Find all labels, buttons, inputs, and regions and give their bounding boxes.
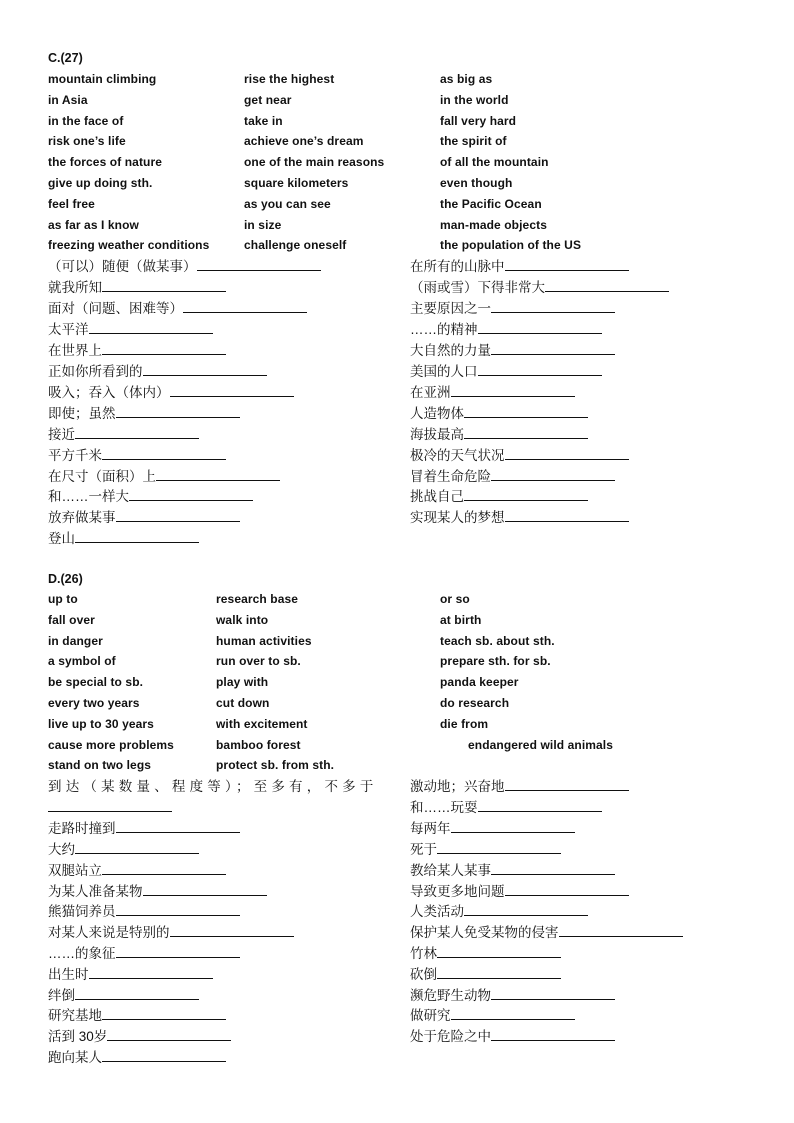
translation-item <box>48 841 199 859</box>
cn-prompt: 美国的人口 <box>410 364 478 379</box>
translation-item <box>48 342 226 360</box>
translation-item <box>410 509 629 527</box>
cn-prompt: 走路时撞到 <box>48 821 116 836</box>
cn-prompt: 出生时 <box>48 967 89 982</box>
translation-item <box>410 883 629 901</box>
translation-item <box>410 841 561 859</box>
phrase-item: as far as I know <box>48 218 139 232</box>
translation-item <box>410 862 615 880</box>
answer-blank[interactable] <box>102 862 226 875</box>
cn-prompt: 大约 <box>48 842 75 857</box>
answer-blank[interactable] <box>478 321 602 334</box>
answer-blank[interactable] <box>437 945 561 958</box>
section-c-title: C.(27) <box>48 51 83 65</box>
translation-item <box>410 300 615 318</box>
answer-blank[interactable] <box>75 987 199 1000</box>
cn-prompt: 熊猫饲养员 <box>48 904 116 919</box>
cn-prompt: 在尺寸（面积）上 <box>48 469 156 484</box>
cn-prompt: 接近 <box>48 427 75 442</box>
translation-item <box>48 321 213 339</box>
answer-blank[interactable] <box>170 384 294 397</box>
translation-item <box>410 447 629 465</box>
answer-blank[interactable] <box>129 488 253 501</box>
answer-blank[interactable] <box>545 279 669 292</box>
answer-blank[interactable] <box>491 987 615 1000</box>
translation-item <box>410 279 669 297</box>
phrase-item: in danger <box>48 634 103 648</box>
answer-blank[interactable] <box>491 1028 615 1041</box>
cn-prompt: 吸入；吞入（体内） <box>48 385 170 400</box>
phrase-item: every two years <box>48 696 140 710</box>
cn-prompt: 人类活动 <box>410 904 464 919</box>
phrase-item: bamboo forest <box>216 738 301 752</box>
phrase-item: the forces of nature <box>48 155 163 169</box>
phrase-item: cause more problems <box>48 738 174 752</box>
cn-prompt: （可以）随便（做某事） <box>48 259 197 274</box>
phrase-item: as big as <box>440 72 493 86</box>
translation-item <box>410 820 575 838</box>
translation-item <box>48 468 280 486</box>
cn-prompt: 教给某人某事 <box>410 863 491 878</box>
phrase-item: in size <box>244 218 282 232</box>
answer-blank[interactable] <box>505 509 629 522</box>
phrase-item: get near <box>244 93 292 107</box>
translation-item <box>410 258 629 276</box>
translation-item <box>410 1007 575 1025</box>
answer-blank[interactable] <box>505 883 629 896</box>
translation-item <box>410 363 602 381</box>
phrase-item: feel free <box>48 197 95 211</box>
phrase-item: or so <box>440 592 470 606</box>
phrase-item: die from <box>440 717 489 731</box>
phrase-item: at birth <box>440 613 482 627</box>
cn-prompt: 在所有的山脉中 <box>410 259 505 274</box>
cn-prompt: 跑向某人 <box>48 1050 102 1065</box>
translation-item <box>48 509 240 527</box>
answer-blank[interactable] <box>102 1007 226 1020</box>
cn-prompt: 对某人来说是特别的 <box>48 925 170 940</box>
cn-prompt: 挑战自己 <box>410 489 464 504</box>
translation-item <box>410 426 588 444</box>
cn-prompt: （雨或雪）下得非常大 <box>410 280 545 295</box>
answer-blank[interactable] <box>464 405 588 418</box>
cn-prompt: 即使；虽然 <box>48 406 116 421</box>
phrase-item: play with <box>216 675 269 689</box>
answer-blank[interactable] <box>102 342 226 355</box>
translation-item <box>48 405 240 423</box>
cn-prompt: 和……一样大 <box>48 489 129 504</box>
cn-prompt: 主要原因之一 <box>410 301 491 316</box>
phrase-item: freezing weather conditions <box>48 238 210 252</box>
answer-blank[interactable] <box>559 924 683 937</box>
translation-item <box>48 883 267 901</box>
phrase-item: run over to sb. <box>216 654 301 668</box>
phrase-item: with excitement <box>216 717 308 731</box>
cn-prompt: ……的精神 <box>410 322 478 337</box>
phrase-item: live up to 30 years <box>48 717 154 731</box>
translation-item <box>48 1049 226 1067</box>
cn-prompt: ……的象征 <box>48 946 116 961</box>
answer-blank[interactable] <box>107 1028 231 1041</box>
section-d-title: D.(26) <box>48 572 83 586</box>
answer-blank[interactable] <box>75 530 199 543</box>
phrase-item: up to <box>48 592 78 606</box>
answer-blank[interactable] <box>505 778 629 791</box>
answer-blank[interactable] <box>197 258 321 271</box>
phrase-item: fall over <box>48 613 95 627</box>
cn-prompt: 海拔最高 <box>410 427 464 442</box>
translation-item <box>48 300 307 318</box>
cn-prompt: 砍倒 <box>410 967 437 982</box>
cn-prompt: 活到 30岁 <box>48 1029 108 1044</box>
translation-item <box>48 279 226 297</box>
cn-prompt: 登山 <box>48 531 75 546</box>
cn-prompt: 激动地；兴奋地 <box>410 779 505 794</box>
answer-blank[interactable] <box>464 488 588 501</box>
answer-blank[interactable] <box>183 300 307 313</box>
cn-prompt: 在亚洲 <box>410 385 451 400</box>
answer-blank[interactable] <box>156 468 280 481</box>
answer-blank[interactable] <box>478 363 602 376</box>
phrase-item: take in <box>244 114 283 128</box>
translation-item <box>48 426 199 444</box>
translation-item <box>48 384 294 402</box>
translation-item <box>48 447 226 465</box>
answer-blank[interactable] <box>116 820 240 833</box>
phrase-item: be special to sb. <box>48 675 144 689</box>
answer-blank[interactable] <box>170 924 294 937</box>
translation-item <box>48 1007 226 1025</box>
cn-prompt: 到达（某数量、程度等）；至多有，不多于 <box>48 779 378 794</box>
answer-blank[interactable] <box>48 799 172 812</box>
translation-item <box>410 966 561 984</box>
cn-prompt: 实现某人的梦想 <box>410 510 505 525</box>
answer-blank[interactable] <box>116 945 240 958</box>
translation-item <box>410 468 615 486</box>
translation-item <box>410 987 615 1005</box>
cn-prompt: 竹林 <box>410 946 437 961</box>
translation-item <box>410 799 602 817</box>
answer-blank[interactable] <box>464 903 588 916</box>
cn-prompt: 平方千米 <box>48 448 102 463</box>
translation-item <box>48 258 321 276</box>
answer-blank[interactable] <box>143 363 267 376</box>
cn-prompt: 在世界上 <box>48 343 102 358</box>
translation-item <box>48 987 199 1005</box>
answer-blank[interactable] <box>116 903 240 916</box>
answer-blank[interactable] <box>75 426 199 439</box>
answer-blank[interactable] <box>143 883 267 896</box>
answer-blank[interactable] <box>464 426 588 439</box>
phrase-item: challenge oneself <box>244 238 347 252</box>
cn-prompt: 每两年 <box>410 821 451 836</box>
translation-item <box>410 488 588 506</box>
cn-prompt: 濒危野生动物 <box>410 988 491 1003</box>
translation-item <box>48 966 213 984</box>
cn-prompt: 做研究 <box>410 1008 451 1023</box>
cn-prompt: 放弃做某事 <box>48 510 116 525</box>
cn-prompt: 绊倒 <box>48 988 75 1003</box>
translation-item <box>48 862 226 880</box>
answer-blank[interactable] <box>491 342 615 355</box>
phrase-item: rise the highest <box>244 72 335 86</box>
cn-prompt: 和……玩耍 <box>410 800 478 815</box>
answer-blank[interactable] <box>75 841 199 854</box>
translation-item <box>48 778 378 796</box>
translation-item <box>48 1028 231 1046</box>
phrase-item: prepare sth. for sb. <box>440 654 551 668</box>
phrase-item: achieve one’s dream <box>244 134 364 148</box>
cn-prompt: 研究基地 <box>48 1008 102 1023</box>
phrase-item: do research <box>440 696 510 710</box>
phrase-item: endangered wild animals <box>468 738 614 752</box>
translation-item <box>410 945 561 963</box>
translation-item <box>410 903 588 921</box>
phrase-item: give up doing sth. <box>48 176 153 190</box>
phrase-item: man-made objects <box>440 218 547 232</box>
answer-blank[interactable] <box>451 384 575 397</box>
translation-item <box>410 1028 615 1046</box>
translation-item <box>410 405 588 423</box>
translation-item <box>48 924 294 942</box>
phrase-item: in Asia <box>48 93 88 107</box>
phrase-item: the spirit of <box>440 134 507 148</box>
translation-item <box>410 321 602 339</box>
cn-prompt: 太平洋 <box>48 322 89 337</box>
phrase-item: one of the main reasons <box>244 155 385 169</box>
phrase-item: research base <box>216 592 299 606</box>
translation-item <box>48 903 240 921</box>
phrase-item: walk into <box>216 613 269 627</box>
answer-blank[interactable] <box>491 468 615 481</box>
cn-prompt: 冒着生命危险 <box>410 469 491 484</box>
cn-prompt: 面对（问题、困难等） <box>48 301 183 316</box>
answer-blank[interactable] <box>478 799 602 812</box>
translation-item <box>410 778 629 796</box>
answer-blank[interactable] <box>491 300 615 313</box>
phrase-item: the Pacific Ocean <box>440 197 542 211</box>
phrase-item: square kilometers <box>244 176 349 190</box>
phrase-item: panda keeper <box>440 675 519 689</box>
answer-blank[interactable] <box>102 1049 226 1062</box>
phrase-item: cut down <box>216 696 270 710</box>
answer-blank[interactable] <box>505 447 629 460</box>
phrase-item: risk one’s life <box>48 134 126 148</box>
phrase-item: human activities <box>216 634 312 648</box>
cn-prompt: 保护某人免受某物的侵害 <box>410 925 559 940</box>
phrase-item: a symbol of <box>48 654 116 668</box>
phrase-item: stand on two legs <box>48 758 152 772</box>
cn-prompt: 就我所知 <box>48 280 102 295</box>
translation-item <box>48 820 240 838</box>
answer-blank[interactable] <box>451 1007 575 1020</box>
translation-item <box>48 363 267 381</box>
cn-prompt: 正如你所看到的 <box>48 364 143 379</box>
cn-prompt: 极冷的天气状况 <box>410 448 505 463</box>
translation-item <box>48 799 172 817</box>
answer-blank[interactable] <box>437 966 561 979</box>
phrase-item: the population of the US <box>440 238 582 252</box>
translation-item <box>410 924 683 942</box>
answer-blank[interactable] <box>102 447 226 460</box>
phrase-item: even though <box>440 176 513 190</box>
answer-blank[interactable] <box>89 321 213 334</box>
cn-prompt: 导致更多地问题 <box>410 884 505 899</box>
answer-blank[interactable] <box>437 841 561 854</box>
cn-prompt: 为某人准备某物 <box>48 884 143 899</box>
phrase-item: in the face of <box>48 114 124 128</box>
answer-blank[interactable] <box>116 509 240 522</box>
phrase-item: mountain climbing <box>48 72 157 86</box>
phrase-item: of all the mountain <box>440 155 549 169</box>
phrase-item: in the world <box>440 93 509 107</box>
cn-prompt: 人造物体 <box>410 406 464 421</box>
cn-prompt: 双腿站立 <box>48 863 102 878</box>
phrase-item: as you can see <box>244 197 331 211</box>
translation-item <box>410 342 615 360</box>
answer-blank[interactable] <box>116 405 240 418</box>
cn-prompt: 大自然的力量 <box>410 343 491 358</box>
cn-prompt: 处于危险之中 <box>410 1029 491 1044</box>
phrase-item: protect sb. from sth. <box>216 758 335 772</box>
cn-prompt: 死于 <box>410 842 437 857</box>
translation-item <box>48 945 240 963</box>
answer-blank[interactable] <box>505 258 629 271</box>
answer-blank[interactable] <box>102 279 226 292</box>
phrase-item: teach sb. about sth. <box>440 634 555 648</box>
translation-item <box>48 530 199 548</box>
translation-item <box>410 384 575 402</box>
phrase-item: fall very hard <box>440 114 517 128</box>
translation-item <box>48 488 253 506</box>
answer-blank[interactable] <box>451 820 575 833</box>
answer-blank[interactable] <box>89 966 213 979</box>
answer-blank[interactable] <box>491 862 615 875</box>
